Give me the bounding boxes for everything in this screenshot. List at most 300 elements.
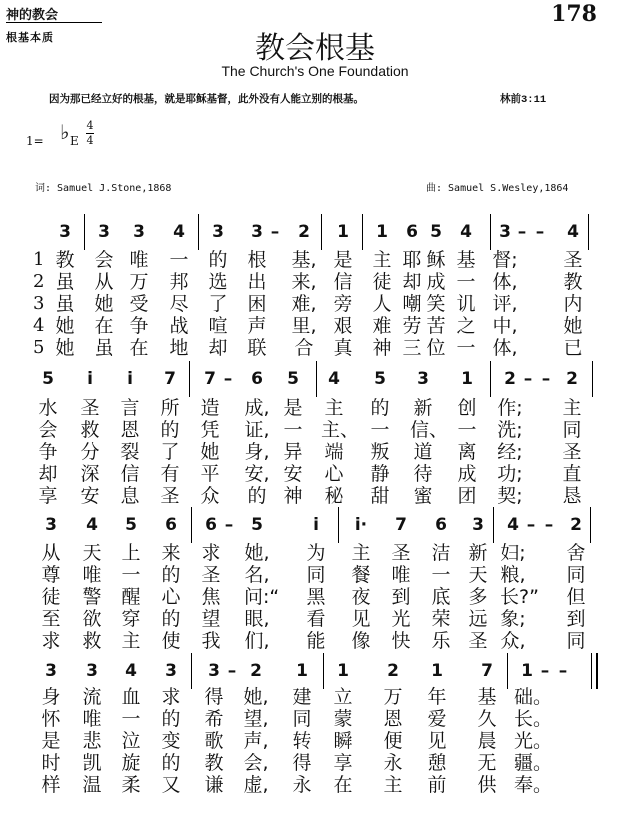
lyric-char: 直: [562, 463, 582, 485]
note: 1: [376, 222, 388, 242]
lyric-char: 基: [477, 686, 497, 708]
lyric-char: 的: [161, 608, 181, 630]
lyric-char: 从: [94, 271, 114, 293]
lyric-char: 础。: [514, 686, 553, 708]
note: 5: [125, 515, 137, 535]
lyric-char: 来,: [291, 271, 317, 293]
note: –: [523, 369, 533, 389]
lyric-char: 妇;: [500, 542, 526, 564]
lyric-char: 我: [201, 630, 221, 652]
lyric-char: 看: [306, 608, 326, 630]
lyric-char: 分: [80, 441, 100, 463]
lyric-char: 乐: [431, 630, 451, 652]
verse-number: 2: [33, 271, 45, 292]
lyric-char: 一: [457, 419, 477, 441]
time-bottom: 4: [86, 134, 94, 147]
lyric-char: 困: [247, 293, 267, 315]
lyric-char: 争: [38, 441, 58, 463]
lyric-char: 安: [80, 485, 100, 507]
lyric-char: 欲: [82, 608, 102, 630]
lyric-line: [0, 397, 630, 419]
note: 6: [205, 515, 217, 535]
lyric-char: 得: [292, 752, 312, 774]
lyric-char: 嘲: [402, 293, 422, 315]
note: 3: [45, 515, 57, 535]
lyric-char: 神: [283, 485, 303, 507]
lyric-char: 同: [566, 564, 586, 586]
note: 4: [507, 515, 519, 535]
english-title: The Church's One Foundation: [221, 63, 409, 79]
lyric-char: 问:“: [244, 586, 280, 608]
lyric-char: 希: [204, 708, 224, 730]
lyric-char: 的: [160, 419, 180, 441]
barline: [590, 507, 591, 543]
lyric-char: 恩: [383, 708, 403, 730]
lyric-char: 奉。: [514, 774, 553, 796]
lyric-char: 圣: [562, 441, 582, 463]
lyric-char: 她: [200, 441, 220, 463]
note: 3: [417, 369, 429, 389]
lyric-char: 像: [351, 630, 371, 652]
key-note: E: [70, 134, 79, 148]
lyric-line: [0, 249, 630, 271]
lyric-char: 之: [456, 315, 476, 337]
lyric-char: 圣: [160, 485, 180, 507]
note: 4: [328, 369, 340, 389]
lyric-char: 圣: [468, 630, 488, 652]
lyric-char: 虚,: [243, 774, 269, 796]
lyric-char: 身,: [244, 441, 270, 463]
note: 2: [504, 369, 516, 389]
note: 3: [251, 222, 263, 242]
lyric-char: 警: [82, 586, 102, 608]
lyric-char: 体,: [492, 337, 518, 359]
lyric-char: 教: [563, 271, 583, 293]
lyric-char: 虽: [94, 337, 114, 359]
note: 3: [165, 661, 177, 681]
lyric-char: 声: [247, 315, 267, 337]
note: 5: [251, 515, 263, 535]
lyric-char: 却: [402, 271, 422, 293]
final-barline-thick: [596, 653, 598, 689]
lyric-char: 一: [456, 271, 476, 293]
note: 4: [173, 222, 185, 242]
lyric-char: 救: [80, 419, 100, 441]
lyric-char: 会: [38, 419, 58, 441]
lyric-char: 劳: [402, 315, 422, 337]
note: –: [227, 661, 237, 681]
lyric-char: 万: [129, 271, 149, 293]
lyric-char: 到: [391, 586, 411, 608]
lyric-char: 主: [351, 542, 371, 564]
lyric-char: 耶: [402, 249, 422, 271]
lyric-char: 平: [200, 463, 220, 485]
lyricist-credit: 词: Samuel J.Stone,1868: [35, 183, 172, 194]
note: 1: [296, 661, 308, 681]
lyric-char: 她,: [244, 542, 270, 564]
lyric-char: 叛: [370, 441, 390, 463]
lyric-char: 她: [55, 315, 75, 337]
lyric-line: [0, 419, 630, 441]
lyric-char: 体,: [492, 271, 518, 293]
note: 7: [481, 661, 493, 681]
lyric-char: 地: [169, 337, 189, 359]
lyric-char: 联: [247, 337, 267, 359]
lyric-char: 享: [333, 752, 353, 774]
lyric-char: 三: [402, 337, 422, 359]
lyric-char: 创: [457, 397, 477, 419]
key-prefix: 1=: [26, 134, 44, 148]
lyric-char: 圣: [391, 542, 411, 564]
lyric-char: 讥: [456, 293, 476, 315]
lyric-char: 主: [562, 397, 582, 419]
lyric-char: 见: [427, 730, 447, 752]
lyric-char: 但: [566, 586, 586, 608]
time-top: 4: [86, 119, 94, 132]
lyric-char: 晨: [477, 730, 497, 752]
lyric-char: 离: [457, 441, 477, 463]
note: –: [558, 661, 568, 681]
lyric-char: 难: [372, 315, 392, 337]
note: 7: [164, 369, 176, 389]
lyric-char: 身: [41, 686, 61, 708]
lyric-char: 久: [477, 708, 497, 730]
lyric-char: 成: [457, 463, 477, 485]
note: i·: [354, 515, 368, 535]
lyric-char: 焦: [201, 586, 221, 608]
note: 4: [460, 222, 472, 242]
lyric-char: 功;: [497, 463, 523, 485]
lyric-char: 唯: [129, 249, 149, 271]
lyric-line: [0, 271, 630, 293]
barline: [490, 361, 491, 397]
barline: [493, 507, 494, 543]
lyric-char: 出: [247, 271, 267, 293]
lyric-char: 旁: [333, 293, 353, 315]
lyric-char: 安: [283, 463, 303, 485]
lyric-char: 同: [292, 708, 312, 730]
hymn-number: 178: [551, 1, 597, 27]
lyric-char: 却: [38, 463, 58, 485]
lyric-char: 争: [129, 315, 149, 337]
lyric-char: 契;: [497, 485, 523, 507]
lyric-char: 她: [563, 315, 583, 337]
note: –: [544, 515, 554, 535]
lyric-line: [0, 315, 630, 337]
note: –: [541, 369, 551, 389]
lyric-char: 夜: [351, 586, 371, 608]
lyric-char: 了: [160, 441, 180, 463]
lyric-char: 供: [477, 774, 497, 796]
lyric-char: 水: [38, 397, 58, 419]
lyric-char: 荣: [431, 608, 451, 630]
lyric-line: [0, 774, 630, 796]
note: 1: [337, 222, 349, 242]
lyric-char: 神: [372, 337, 392, 359]
note: 2: [570, 515, 582, 535]
barline: [84, 214, 85, 250]
lyric-char: 会: [94, 249, 114, 271]
lyric-char: 基: [456, 249, 476, 271]
lyric-char: 圣: [80, 397, 100, 419]
lyric-char: 经;: [497, 441, 523, 463]
lyric-char: 成: [426, 271, 446, 293]
lyric-char: 她: [55, 337, 75, 359]
lyric-char: 恩: [120, 419, 140, 441]
note: –: [223, 369, 233, 389]
lyric-char: 洁: [431, 542, 451, 564]
lyric-char: 所: [160, 397, 180, 419]
lyric-char: 言: [120, 397, 140, 419]
lyric-char: 邦: [169, 271, 189, 293]
lyric-char: 的: [161, 752, 181, 774]
lyric-char: 便: [383, 730, 403, 752]
barline: [507, 653, 508, 689]
lyric-char: 是: [283, 397, 303, 419]
note: 6: [406, 222, 418, 242]
lyric-char: 安,: [244, 463, 270, 485]
lyric-line: [0, 441, 630, 463]
lyric-char: 新: [468, 542, 488, 564]
note: 6: [435, 515, 447, 535]
note: 1: [461, 369, 473, 389]
lyric-char: 粮,: [500, 564, 526, 586]
lyric-char: 谦: [204, 774, 224, 796]
lyric-char: 众: [200, 485, 220, 507]
lyric-line: [0, 630, 630, 652]
lyric-char: 天: [468, 564, 488, 586]
lyric-char: 道: [413, 441, 433, 463]
lyric-char: 成,: [244, 397, 270, 419]
note: 5: [430, 222, 442, 242]
lyric-char: 端: [324, 441, 344, 463]
lyric-char: 憩: [427, 752, 447, 774]
lyric-char: 信、: [410, 419, 449, 441]
note: –: [224, 515, 234, 535]
barline: [588, 214, 589, 250]
lyric-char: 的: [208, 249, 228, 271]
lyric-char: 圣: [563, 249, 583, 271]
lyric-char: 基,: [291, 249, 317, 271]
lyric-line: [0, 586, 630, 608]
lyric-char: 艰: [333, 315, 353, 337]
barline: [321, 214, 322, 250]
lyric-char: 主: [383, 774, 403, 796]
lyric-char: 唯: [391, 564, 411, 586]
lyric-char: 证,: [244, 419, 270, 441]
lyric-char: 甜: [370, 485, 390, 507]
barline: [338, 507, 339, 543]
lyric-char: 会,: [243, 752, 269, 774]
lyric-char: 望: [201, 608, 221, 630]
note: 3: [45, 661, 57, 681]
lyric-char: 苦: [426, 315, 446, 337]
lyric-char: 年: [427, 686, 447, 708]
note: 3: [472, 515, 484, 535]
lyric-char: 虽: [55, 271, 75, 293]
note: 5: [374, 369, 386, 389]
lyric-char: 为: [306, 542, 326, 564]
lyric-char: 瞬: [333, 730, 353, 752]
lyric-char: 样: [41, 774, 61, 796]
lyric-char: 唯: [82, 708, 102, 730]
lyric-char: 新: [413, 397, 433, 419]
lyric-char: 求: [161, 686, 181, 708]
note: 2: [298, 222, 310, 242]
note: –: [535, 222, 545, 242]
lyric-char: 教: [204, 752, 224, 774]
lyric-char: 主: [324, 397, 344, 419]
lyric-char: 她: [94, 293, 114, 315]
note: –: [270, 222, 280, 242]
lyric-char: 救: [82, 630, 102, 652]
note: 6: [165, 515, 177, 535]
lyric-char: 到: [566, 608, 586, 630]
lyric-char: 唯: [82, 564, 102, 586]
lyric-line: [0, 730, 630, 752]
lyric-char: 合: [294, 337, 314, 359]
lyric-char: 战: [169, 315, 189, 337]
lyric-char: 息: [120, 485, 140, 507]
barline: [198, 214, 199, 250]
note: 2: [387, 661, 399, 681]
lyric-char: 稣: [426, 249, 446, 271]
lyric-char: 评,: [492, 293, 518, 315]
note: 3: [98, 222, 110, 242]
lyric-char: 永: [383, 752, 403, 774]
lyric-char: 歌: [204, 730, 224, 752]
lyric-char: 喧: [208, 315, 228, 337]
lyric-char: 凭: [200, 419, 220, 441]
note: 7: [395, 515, 407, 535]
lyric-char: 一: [370, 419, 390, 441]
lyric-char: 快: [391, 630, 411, 652]
book-category: 根基本质: [6, 31, 54, 44]
lyric-char: 又: [161, 774, 181, 796]
lyric-char: 天: [82, 542, 102, 564]
lyric-char: 永: [292, 774, 312, 796]
lyric-char: 一: [283, 419, 303, 441]
lyric-char: 位: [426, 337, 446, 359]
lyric-char: 心: [161, 586, 181, 608]
lyric-char: 象;: [500, 608, 526, 630]
notation-row: [0, 513, 630, 537]
lyric-char: 流: [82, 686, 102, 708]
lyric-char: 异: [283, 441, 303, 463]
lyric-line: [0, 564, 630, 586]
lyric-char: 笑: [426, 293, 446, 315]
lyric-char: 光: [391, 608, 411, 630]
lyric-char: 从: [41, 542, 61, 564]
lyric-char: 的: [161, 564, 181, 586]
notation-row: [0, 367, 630, 391]
note: 5: [287, 369, 299, 389]
lyric-char: 黑: [306, 586, 326, 608]
time-signature: [85, 119, 95, 148]
lyric-char: 的: [247, 485, 267, 507]
lyric-char: 多: [468, 586, 488, 608]
lyric-char: 徒: [372, 271, 392, 293]
note: 4: [86, 515, 98, 535]
lyric-char: 名,: [244, 564, 270, 586]
lyric-char: 督;: [492, 249, 518, 271]
lyric-char: 主: [121, 630, 141, 652]
lyric-char: 秘: [324, 485, 344, 507]
note: –: [540, 661, 550, 681]
barline: [362, 214, 363, 250]
lyric-char: 的: [370, 397, 390, 419]
lyric-char: 能: [306, 630, 326, 652]
lyric-char: 享: [38, 485, 58, 507]
lyric-char: 疆。: [514, 752, 553, 774]
barline: [490, 214, 491, 250]
lyric-char: 深: [80, 463, 100, 485]
lyric-char: 望,: [243, 708, 269, 730]
lyric-char: 心: [324, 463, 344, 485]
barline: [191, 653, 192, 689]
lyric-line: [0, 463, 630, 485]
lyric-char: 舍: [566, 542, 586, 564]
key-signature: [26, 119, 116, 158]
notation-row: [0, 220, 630, 244]
note: 2: [566, 369, 578, 389]
barline: [189, 361, 190, 397]
lyric-char: 信: [333, 271, 353, 293]
lyric-char: 裂: [120, 441, 140, 463]
lyric-char: 人: [372, 293, 392, 315]
lyric-char: 来: [161, 542, 181, 564]
lyric-char: 有: [160, 463, 180, 485]
lyric-char: 选: [208, 271, 228, 293]
lyric-line: [0, 293, 630, 315]
lyric-char: 同: [562, 419, 582, 441]
lyric-char: 前: [427, 774, 447, 796]
lyric-char: 在: [94, 315, 114, 337]
lyric-char: 立: [333, 686, 353, 708]
lyric-char: 使: [161, 630, 181, 652]
note: i: [87, 369, 93, 389]
lyric-char: 主: [372, 249, 392, 271]
note: 5: [42, 369, 54, 389]
note: 3: [212, 222, 224, 242]
lyric-char: 蜜: [413, 485, 433, 507]
lyric-line: [0, 752, 630, 774]
lyric-char: 们,: [244, 630, 270, 652]
lyric-char: 凯: [82, 752, 102, 774]
lyric-char: 时: [41, 752, 61, 774]
lyric-char: 同: [306, 564, 326, 586]
lyric-char: 受: [129, 293, 149, 315]
verse-number: 4: [33, 315, 45, 336]
note: 3: [499, 222, 511, 242]
note: 2: [250, 661, 262, 681]
lyric-char: 眼,: [244, 608, 270, 630]
lyric-char: 建: [292, 686, 312, 708]
lyric-char: 作;: [497, 397, 523, 419]
lyric-char: 信: [120, 463, 140, 485]
verse-number: 3: [33, 293, 45, 314]
lyric-char: 难,: [291, 293, 317, 315]
lyric-char: 静: [370, 463, 390, 485]
lyric-char: 长?”: [500, 586, 539, 608]
lyric-char: 是: [333, 249, 353, 271]
lyric-line: [0, 686, 630, 708]
lyric-char: 无: [477, 752, 497, 774]
lyric-char: 却: [208, 337, 228, 359]
lyric-char: 尊: [41, 564, 61, 586]
lyric-char: 造: [200, 397, 220, 419]
barline: [592, 361, 593, 397]
